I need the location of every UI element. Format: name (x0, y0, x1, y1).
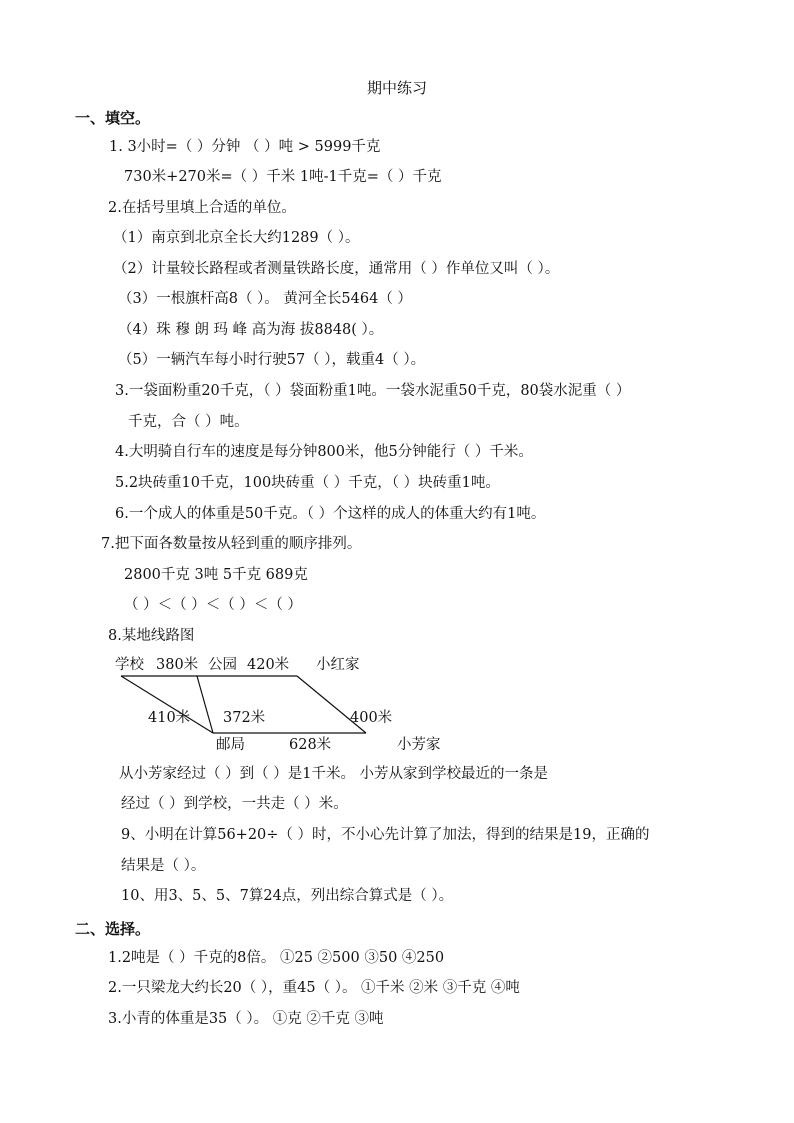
map-label-400m: 400米 (350, 710, 393, 726)
question-4: 4.大明骑自行车的速度是每分钟800米，他5分钟能行（ ）千米。 (115, 444, 533, 460)
question-7-answer-blanks: （ ）＜（ ）＜（ ）＜（ ） (124, 597, 302, 613)
question-10: 10、用3、5、5、7算24点，列出综合算式是（ ）。 (121, 888, 454, 904)
question-2-item-1: （1）南京到北京全长大约1289（ ）。 (113, 230, 360, 246)
section-heading-fill-blank: 一、填空。 (75, 109, 151, 127)
question-8-line-2: 经过（ ）到学校，一共走（ ）米。 (121, 796, 348, 812)
map-label-post-office: 邮局 (216, 737, 245, 753)
question-3-line-2: 千克，合（ ）吨。 (128, 414, 249, 430)
choice-question-1: 1.2吨是（ ）千克的8倍。 ①25 ②500 ③50 ④250 (108, 950, 445, 966)
map-label-628m: 628米 (289, 737, 332, 753)
question-6: 6.一个成人的体重是50千克。（ ）个这样的成人的体重大约有1吨。 (115, 506, 546, 522)
map-label-fang-home: 小芳家 (397, 737, 441, 753)
choice-question-2: 2.一只梁龙大约长20（ ），重45（ ）。 ①千米 ②米 ③千克 ④吨 (108, 980, 520, 996)
map-label-red-home: 小红家 (316, 657, 360, 673)
map-label-school: 学校 (115, 657, 144, 673)
map-label-410m: 410米 (148, 710, 191, 726)
question-5: 5.2块砖重10千克，100块砖重（ ）千克，（ ）块砖重1吨。 (115, 475, 500, 491)
question-9-line-2: 结果是（ ）。 (121, 858, 206, 874)
question-2-item-3: （3）一根旗杆高8（ ）。 黄河全长5464（ ） (118, 291, 412, 307)
question-7-quantities: 2800千克 3吨 5千克 689克 (124, 567, 308, 583)
map-label-park: 公园 (208, 657, 237, 673)
question-1-line-2: 730米+270米=（ ）千米 1吨-1千克=（ ）千克 (124, 169, 442, 185)
question-9-line-1: 9、小明在计算56+20÷（ ）时，不小心先计算了加法，得到的结果是19，正确的 (121, 827, 650, 843)
map-label-380m: 380米 (156, 657, 199, 673)
question-8-line-1: 从小芳家经过（ ）到（ ）是1千米。 小芳从家到学校最近的一条是 (119, 766, 549, 782)
question-2-item-2: （2）计量较长路程或者测量铁路长度，通常用（ ）作单位又叫（ ）。 (113, 261, 560, 277)
section-heading-choice: 二、选择。 (75, 920, 151, 938)
question-2-item-4: （4）珠 穆 朗 玛 峰 高为海 拔8848( ）。 (118, 322, 384, 338)
map-label-420m: 420米 (247, 657, 290, 673)
question-2-intro: 2.在括号里填上合适的单位。 (108, 200, 296, 216)
question-7-intro: 7.把下面各数量按从轻到重的顺序排列。 (101, 536, 362, 552)
map-label-372m: 372米 (223, 710, 266, 726)
question-2-item-5: （5）一辆汽车每小时行驶57（ ），载重4（ ）。 (118, 352, 426, 368)
question-8-intro: 8.某地线路图 (108, 628, 195, 644)
question-1-line-1: 1. 3小时=（ ）分钟 （ ）吨 > 5999千克 (109, 139, 381, 155)
page-title: 期中练习 (366, 79, 427, 97)
choice-question-3: 3.小青的体重是35（ ）。 ①克 ②千克 ③吨 (108, 1011, 384, 1027)
question-3-line-1: 3.一袋面粉重20千克，（ ）袋面粉重1吨。一袋水泥重50千克，80袋水泥重（ ） (115, 383, 631, 399)
